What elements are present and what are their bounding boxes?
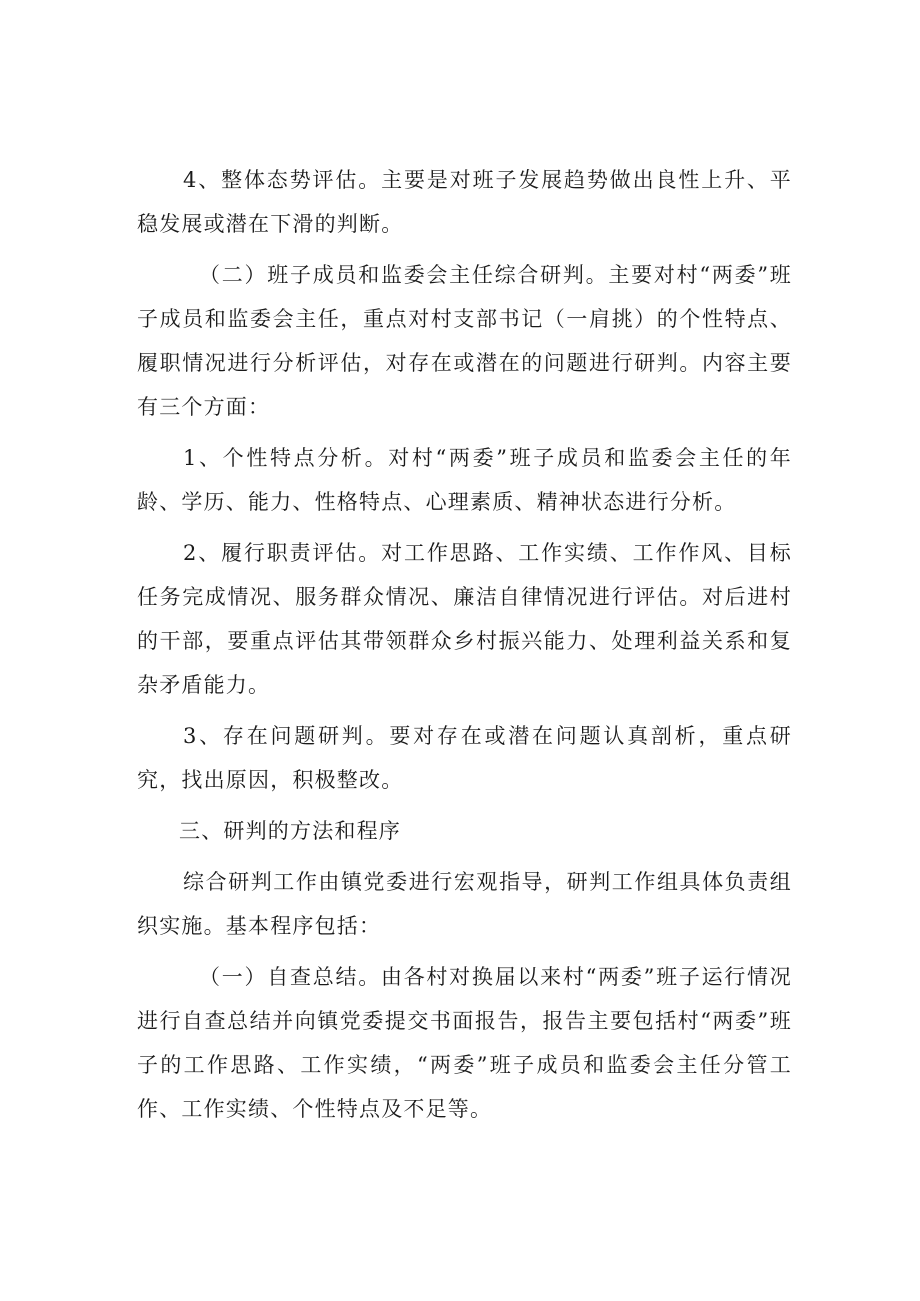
paragraph-overall-trend-assessment: 4、整体态势评估。主要是对班子发展趋势做出良性上升、平稳发展或潜在下滑的判断。 — [137, 168, 792, 236]
paragraph-duty-performance-assessment: 2、履行职责评估。对工作思路、工作实绩、工作作风、目标任务完成情况、服务群众情况、廉洁自律情况进行评估。对后进村的干部，要重点评估其带领群众乡村振兴能力、处理利益关系和复杂矛盾能力。 — [137, 541, 792, 697]
paragraph-work-guidance: 综合研判工作由镇党委进行宏观指导，研判工作组具体负责组织实施。基本程序包括： — [137, 870, 792, 938]
paragraph-problem-assessment: 3、存在问题研判。要对存在或潜在问题认真剖析，重点研究，找出原因，积极整改。 — [137, 724, 792, 792]
document-body — [137, 158, 792, 1138]
section-heading-methods-procedures: 三、研判的方法和程序 — [179, 819, 401, 843]
paragraph-self-review-summary: （一）自查总结。由各村对换届以来村“两委”班子运行情况进行自查总结并向镇党委提交书面报告，报告主要包括村“两委”班子的工作思路、工作实绩，“两委”班子成员和监委会主任分管工作、工作实绩、个性特点及不足等。 — [137, 965, 792, 1121]
paragraph-member-comprehensive-assessment: （二）班子成员和监委会主任综合研判。主要对村“两委”班子成员和监委会主任，重点对村支部书记（一肩挑）的个性特点、履职情况进行分析评估，对存在或潜在的问题进行研判。内容主要有三个方面： — [137, 263, 792, 419]
paragraph-personality-analysis: 1、个性特点分析。对村“两委”班子成员和监委会主任的年龄、学历、能力、性格特点、心理素质、精神状态进行分析。 — [137, 446, 792, 514]
